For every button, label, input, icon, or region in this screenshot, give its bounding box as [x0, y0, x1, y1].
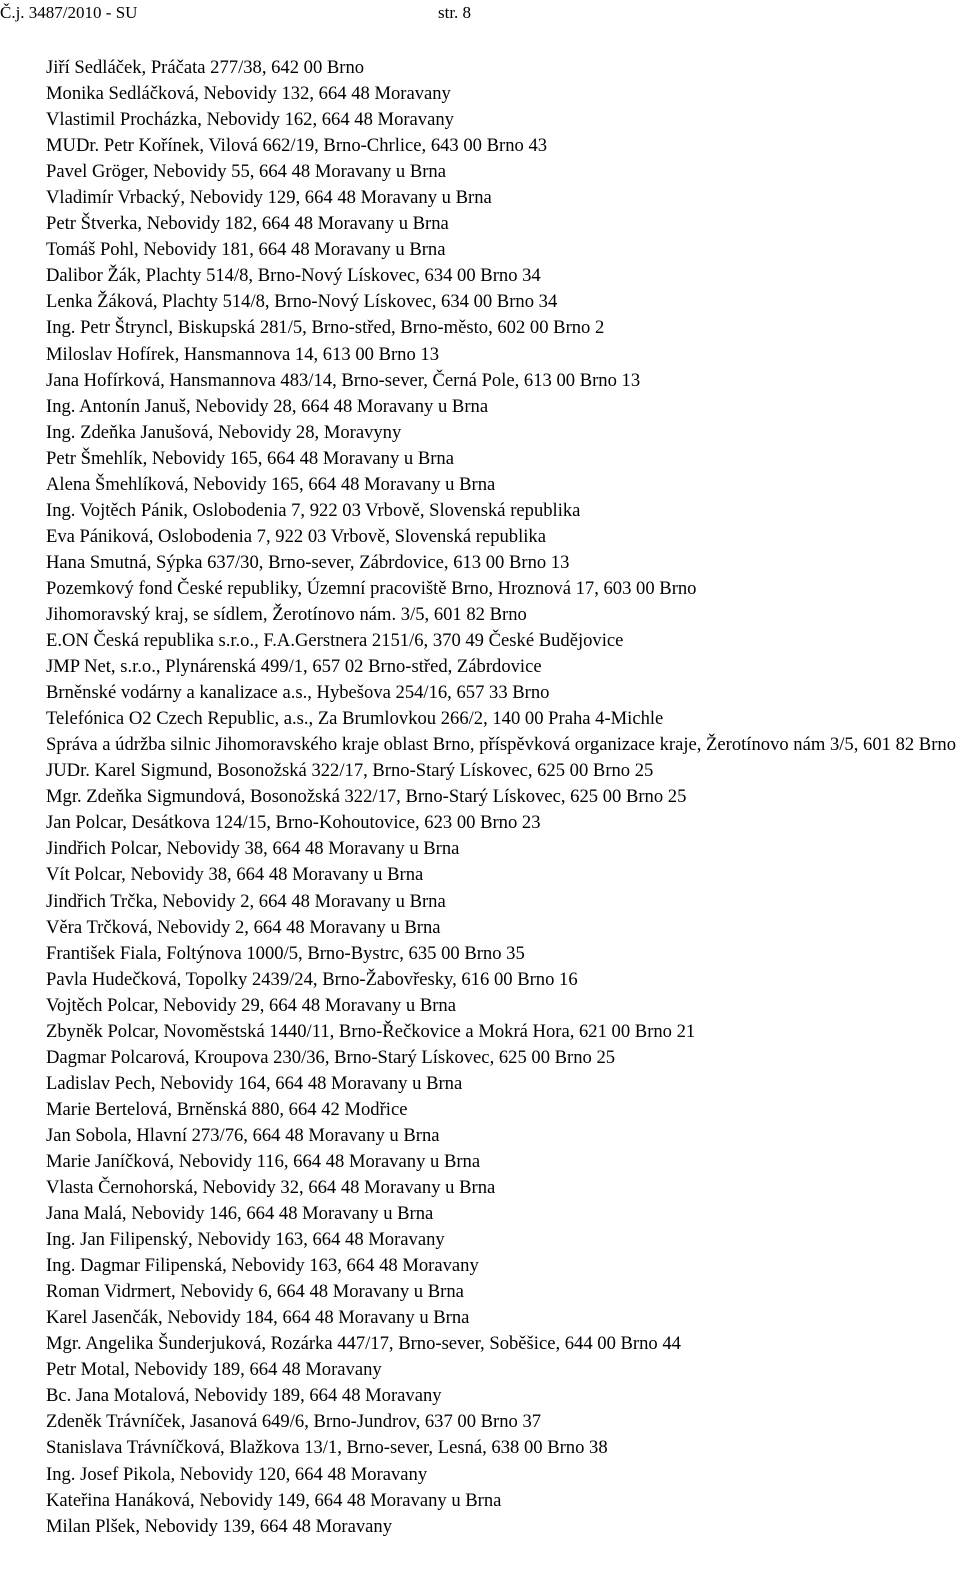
recipient-entry: Jana Hofírková, Hansmannova 483/14, Brno-sever, Černá Pole, 613 00 Brno 13	[46, 369, 641, 391]
recipient-entry: Ing. Jan Filipenský, Nebovidy 163, 664 48 Moravany	[46, 1229, 445, 1251]
recipient-entry: Ing. Zdeňka Janušová, Nebovidy 28, Moravyny	[46, 421, 402, 443]
recipient-entry: Věra Trčková, Nebovidy 2, 664 48 Moravany u Brna	[46, 916, 441, 938]
recipient-entry: Mgr. Zdeňka Sigmundová, Bosonožská 322/17, Brno-Starý Lískovec, 625 00 Brno 25	[46, 786, 687, 808]
recipient-entry: Ing. Antonín Januš, Nebovidy 28, 664 48 Moravany u Brna	[46, 395, 489, 417]
recipient-entry: Petr Motal, Nebovidy 189, 664 48 Moravany	[46, 1359, 382, 1381]
recipient-entry: Lenka Žáková, Plachty 514/8, Brno-Nový Lískovec, 634 00 Brno 34	[46, 291, 558, 313]
recipient-entry: Zdeněk Trávníček, Jasanová 649/6, Brno-Jundrov, 637 00 Brno 37	[46, 1411, 542, 1433]
recipient-entry: František Fiala, Foltýnova 1000/5, Brno-Bystrc, 635 00 Brno 35	[46, 942, 525, 964]
recipient-entry: Jihomoravský kraj, se sídlem, Žerotínovo nám. 3/5, 601 82 Brno	[46, 603, 527, 625]
recipient-entry: Vladimír Vrbacký, Nebovidy 129, 664 48 Moravany u Brna	[46, 187, 492, 209]
recipient-entry: Petr Štverka, Nebovidy 182, 664 48 Moravany u Brna	[46, 213, 449, 235]
recipient-entry: Ing. Dagmar Filipenská, Nebovidy 163, 664 48 Moravany	[46, 1255, 479, 1277]
recipient-entry: Zbyněk Polcar, Novoměstská 1440/11, Brno-Řečkovice a Mokrá Hora, 621 00 Brno 21	[46, 1020, 696, 1042]
recipient-entry: Jindřich Polcar, Nebovidy 38, 664 48 Moravany u Brna	[46, 838, 460, 860]
page-header	[0, 2, 960, 24]
recipient-entry: Pavla Hudečková, Topolky 2439/24, Brno-Žabovřesky, 616 00 Brno 16	[46, 968, 578, 990]
recipient-entry: Monika Sedláčková, Nebovidy 132, 664 48 Moravany	[46, 83, 451, 105]
recipient-entry: Dagmar Polcarová, Kroupova 230/36, Brno-Starý Lískovec, 625 00 Brno 25	[46, 1046, 616, 1068]
recipient-entry: Miloslav Hofírek, Hansmannova 14, 613 00 Brno 13	[46, 343, 440, 365]
recipient-entry: Karel Jasenčák, Nebovidy 184, 664 48 Moravany u Brna	[46, 1307, 470, 1329]
recipient-entry: Jindřich Trčka, Nebovidy 2, 664 48 Moravany u Brna	[46, 890, 446, 912]
recipient-list	[46, 55, 956, 1540]
recipient-entry: Brněnské vodárny a kanalizace a.s., Hybešova 254/16, 657 33 Brno	[46, 682, 550, 704]
recipient-entry: Tomáš Pohl, Nebovidy 181, 664 48 Moravany u Brna	[46, 239, 446, 261]
recipient-entry: Ladislav Pech, Nebovidy 164, 664 48 Moravany u Brna	[46, 1072, 463, 1094]
recipient-entry: JUDr. Karel Sigmund, Bosonožská 322/17, Brno-Starý Lískovec, 625 00 Brno 25	[46, 760, 654, 782]
recipient-entry: Ing. Vojtěch Pánik, Oslobodenia 7, 922 03 Vrbově, Slovenská republika	[46, 499, 581, 521]
recipient-entry: Jana Malá, Nebovidy 146, 664 48 Moravany u Brna	[46, 1203, 434, 1225]
recipient-entry: Roman Vidrmert, Nebovidy 6, 664 48 Moravany u Brna	[46, 1281, 464, 1303]
recipient-entry: Bc. Jana Motalová, Nebovidy 189, 664 48 Moravany	[46, 1385, 442, 1407]
recipient-entry: Vlasta Černohorská, Nebovidy 32, 664 48 Moravany u Brna	[46, 1177, 496, 1199]
recipient-entry: Pozemkový fond České republiky, Územní pracoviště Brno, Hroznová 17, 603 00 Brno	[46, 577, 697, 599]
recipient-entry: Hana Smutná, Sýpka 637/30, Brno-sever, Zábrdovice, 613 00 Brno 13	[46, 551, 570, 573]
page-number: str. 8	[438, 3, 472, 22]
recipient-entry: Kateřina Hanáková, Nebovidy 149, 664 48 Moravany u Brna	[46, 1489, 502, 1511]
recipient-entry: MUDr. Petr Kořínek, Vilová 662/19, Brno-Chrlice, 643 00 Brno 43	[46, 135, 548, 157]
recipient-entry: Marie Bertelová, Brněnská 880, 664 42 Modřice	[46, 1098, 408, 1120]
recipient-entry: Pavel Gröger, Nebovidy 55, 664 48 Moravany u Brna	[46, 161, 446, 183]
recipient-entry: Jan Sobola, Hlavní 273/76, 664 48 Moravany u Brna	[46, 1124, 440, 1146]
recipient-entry: Jan Polcar, Desátkova 124/15, Brno-Kohoutovice, 623 00 Brno 23	[46, 812, 541, 834]
recipient-entry: Petr Šmehlík, Nebovidy 165, 664 48 Moravany u Brna	[46, 447, 454, 469]
recipient-entry: Eva Pániková, Oslobodenia 7, 922 03 Vrbově, Slovenská republika	[46, 525, 546, 547]
recipient-entry: Vlastimil Procházka, Nebovidy 162, 664 48 Moravany	[46, 109, 454, 131]
recipient-entry: Vít Polcar, Nebovidy 38, 664 48 Moravany u Brna	[46, 864, 424, 886]
recipient-entry: Správa a údržba silnic Jihomoravského kraje oblast Brno, příspěvková organizace kraje, Žerotínovo nám 3/5, 601 82 Brno	[46, 734, 956, 756]
recipient-entry: Ing. Josef Pikola, Nebovidy 120, 664 48 Moravany	[46, 1463, 428, 1485]
recipient-entry: Mgr. Angelika Šunderjuková, Rozárka 447/17, Brno-sever, Soběšice, 644 00 Brno 44	[46, 1333, 681, 1355]
recipient-entry: JMP Net, s.r.o., Plynárenská 499/1, 657 02 Brno-střed, Zábrdovice	[46, 656, 542, 678]
recipient-entry: Telefónica O2 Czech Republic, a.s., Za Brumlovkou 266/2, 140 00 Praha 4-Michle	[46, 708, 664, 730]
document-reference: Č.j. 3487/2010 - SU	[0, 3, 138, 22]
recipient-entry: Vojtěch Polcar, Nebovidy 29, 664 48 Moravany u Brna	[46, 994, 456, 1016]
recipient-entry: Dalibor Žák, Plachty 514/8, Brno-Nový Lískovec, 634 00 Brno 34	[46, 265, 541, 287]
recipient-entry: Alena Šmehlíková, Nebovidy 165, 664 48 Moravany u Brna	[46, 473, 496, 495]
recipient-entry: Jiří Sedláček, Práčata 277/38, 642 00 Brno	[46, 57, 365, 78]
recipient-entry: Ing. Petr Štryncl, Biskupská 281/5, Brno-střed, Brno-město, 602 00 Brno 2	[46, 317, 605, 339]
recipient-entry: E.ON Česká republika s.r.o., F.A.Gerstnera 2151/6, 370 49 České Budějovice	[46, 630, 624, 652]
recipient-entry: Milan Plšek, Nebovidy 139, 664 48 Moravany	[46, 1515, 393, 1537]
recipient-entry: Marie Janíčková, Nebovidy 116, 664 48 Moravany u Brna	[46, 1150, 481, 1172]
recipient-entry: Stanislava Trávníčková, Blažkova 13/1, Brno-sever, Lesná, 638 00 Brno 38	[46, 1437, 608, 1459]
